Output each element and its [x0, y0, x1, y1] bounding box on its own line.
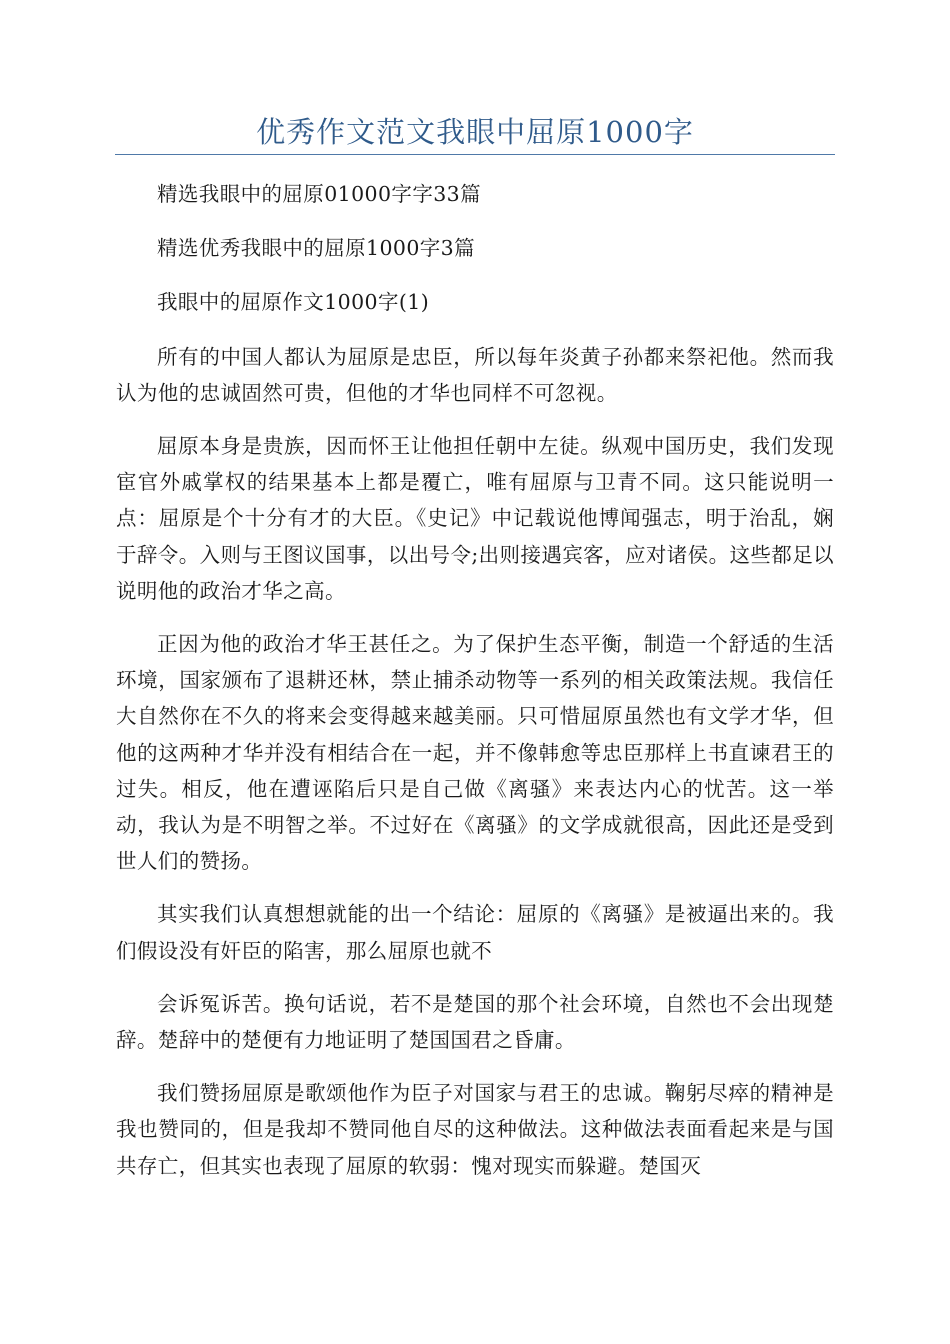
paragraph-4: 所有的中国人都认为屈原是忠臣，所以每年炎黄子孙都来祭祀他。然而我认为他的忠诚固然可贵，但他的才华也同样不可忽视。: [116, 344, 834, 405]
document-title: 优秀作文范文我眼中屈原1000字: [256, 115, 694, 149]
document-body: [116, 176, 834, 1201]
paragraph-2: 精选优秀我眼中的屈原1000字3篇: [157, 236, 476, 261]
paragraph-1: 精选我眼中的屈原01000字字33篇: [157, 182, 481, 206]
paragraph-7: 其实我们认真想想就能的出一个结论：屈原的《离骚》是被逼出来的。我们假设没有奸臣的陷害，那么屈原也就不: [116, 902, 834, 963]
paragraph-6: 正因为他的政治才华王甚任之。为了保护生态平衡，制造一个舒适的生活环境，国家颁布了退耕还林，禁止捕杀动物等一系列的相关政策法规。我信任大自然你在不久的将来会变得越来越美丽。只可惜屈原虽然也有文学才华，但他的这两种才华并没有相结合在一起，并不像韩愈等忠臣那样上书直谏君王的过失。相反，他在遭诬陷后只是自己做《离骚》来表达内心的忧苦。这一举动，我认为是不明智之举。不过好在《离骚》的文学成就很高，因此还是受到世人们的赞扬。: [116, 632, 834, 874]
paragraph-5: 屈原本身是贵族，因而怀王让他担任朝中左徒。纵观中国历史，我们发现宦官外戚掌权的结果基本上都是覆亡，唯有屈原与卫青不同。这只能说明一点：屈原是个十分有才的大臣。《史记》中记载说他博闻强志，明于治乱，娴于辞令。入则与王图议国事，以出号令;出则接遇宾客，应对诸侯。这些都足以说明他的政治才华之高。: [116, 434, 834, 603]
paragraph-8: 会诉冤诉苦。换句话说，若不是楚国的那个社会环境，自然也不会出现楚辞。楚辞中的楚便有力地证明了楚国国君之昏庸。: [116, 991, 834, 1053]
paragraph-3: 我眼中的屈原作文1000字(1): [157, 290, 430, 315]
title-underline: [115, 154, 835, 155]
paragraph-9: 我们赞扬屈原是歌颂他作为臣子对国家与君王的忠诚。鞠躬尽瘁的精神是我也赞同的，但是我却不赞同他自尽的这种做法。这种做法表面看起来是与国共存亡，但其实也表现了屈原的软弱：愧对现实而躲避。楚国灭: [116, 1081, 834, 1178]
